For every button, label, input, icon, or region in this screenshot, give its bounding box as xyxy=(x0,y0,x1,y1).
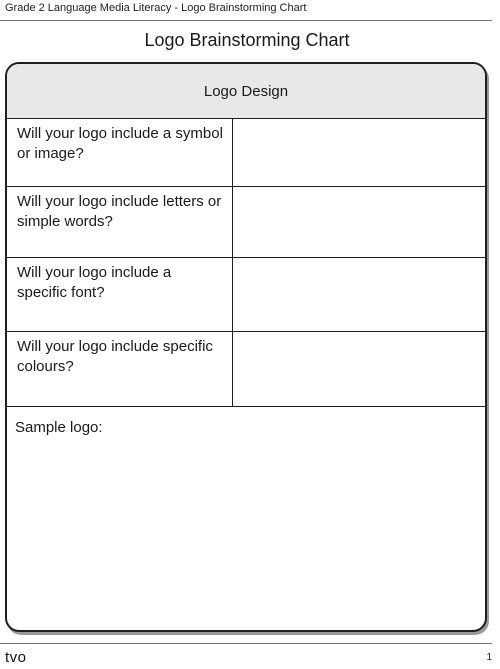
question-label: Will your logo include specific colours? xyxy=(7,332,233,406)
question-label: Will your logo include a symbol or image? xyxy=(7,119,233,186)
sample-logo-area xyxy=(7,407,485,448)
question-row xyxy=(7,119,485,187)
answer-cell xyxy=(233,332,485,406)
question-row xyxy=(7,187,485,258)
question-label: Will your logo include a specific font? xyxy=(7,258,233,331)
tvo-logo: tvo xyxy=(5,649,27,666)
chart-heading: Logo Design xyxy=(7,64,485,119)
answer-cell xyxy=(233,119,485,186)
question-row xyxy=(7,332,485,407)
question-row xyxy=(7,258,485,332)
answer-cell xyxy=(233,187,485,257)
sample-logo-label: Sample logo: xyxy=(15,419,103,436)
header-divider xyxy=(0,20,492,21)
answer-cell xyxy=(233,258,485,331)
running-header: Grade 2 Language Media Literacy - Logo Brainstorming Chart xyxy=(5,2,307,14)
brainstorm-chart xyxy=(5,62,487,632)
question-label: Will your logo include letters or simple words? xyxy=(7,187,233,257)
footer-divider xyxy=(0,643,492,644)
page-number: 1 xyxy=(486,652,492,663)
page-title: Logo Brainstorming Chart xyxy=(144,30,350,50)
